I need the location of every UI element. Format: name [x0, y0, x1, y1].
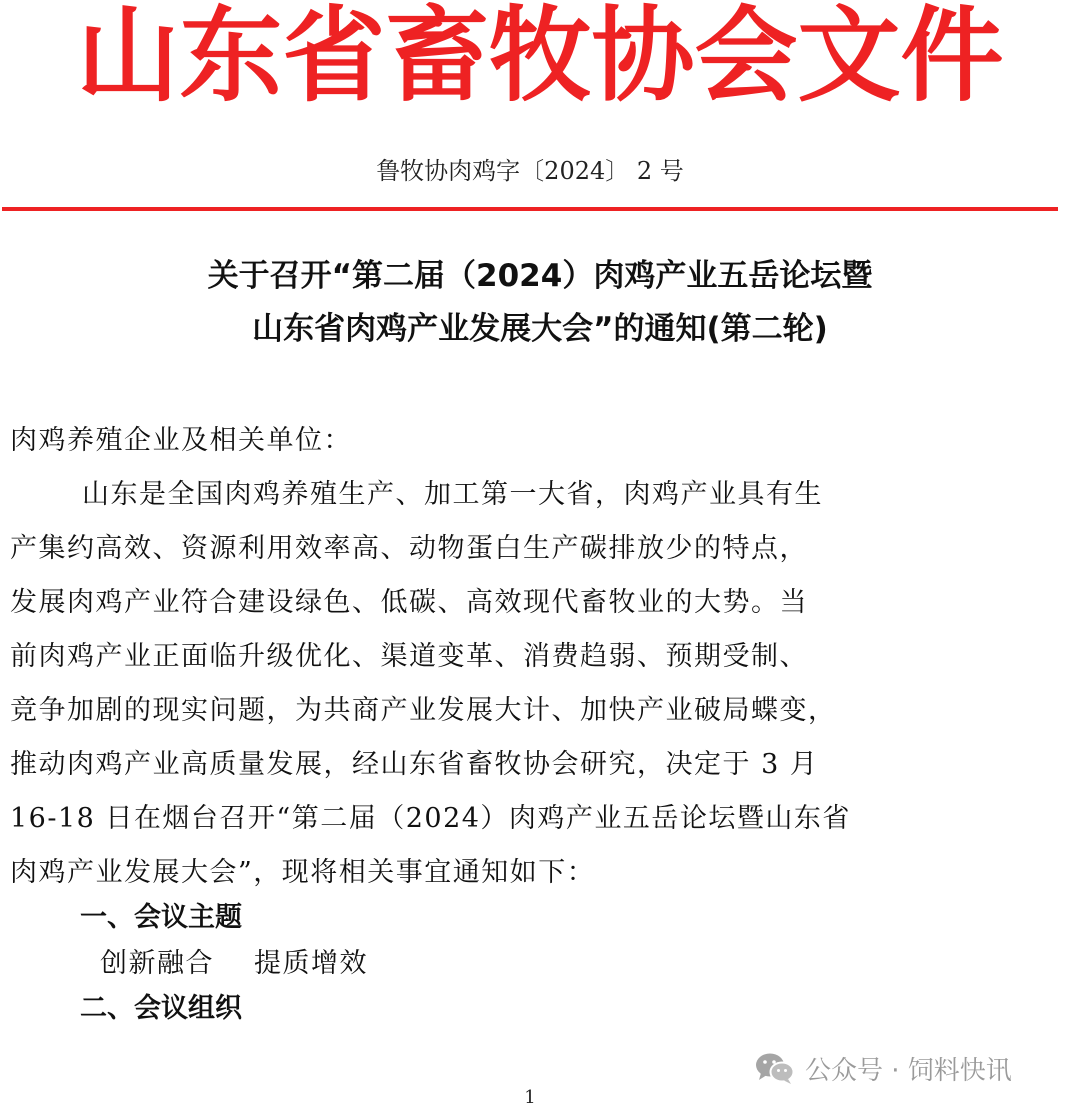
paragraph-line: 推动肉鸡产业高质量发展，经山东省畜牧协会研究，决定于 3 月 [10, 749, 819, 780]
issuer-masthead: 山东省畜牧协会文件 [76, 0, 1004, 116]
paragraph-line: 16-18 日在烟台召开“第二届（2024）肉鸡产业五岳论坛暨山东省 [10, 803, 851, 834]
intro-paragraph [10, 468, 1060, 900]
notice-title-line-1: 关于召开“第二届（2024）肉鸡产业五岳论坛暨 [207, 258, 873, 294]
red-divider [2, 207, 1058, 211]
paragraph-line: 产集约高效、资源利用效率高、动物蛋白生产碳排放少的特点， [10, 533, 808, 564]
wechat-icon [755, 1051, 795, 1085]
salutation: 肉鸡养殖企业及相关单位： [10, 425, 352, 456]
paragraph-line: 肉鸡产业发展大会”，现将相关事宜通知如下： [10, 857, 596, 888]
section-heading-organization: 二、会议组织 [80, 993, 242, 1024]
paragraph-line: 山东是全国肉鸡养殖生产、加工第一大省，肉鸡产业具有生 [82, 479, 823, 510]
theme-phrase: 创新融合 [100, 948, 214, 979]
paragraph-line: 竞争加剧的现实问题，为共商产业发展大计、加快产业破局蝶变， [10, 695, 837, 726]
document-number: 鲁牧协肉鸡字〔2024〕 2 号 [376, 157, 684, 185]
section-heading-theme: 一、会议主题 [80, 902, 242, 933]
paragraph-line: 发展肉鸡产业符合建设绿色、低碳、高效现代畜牧业的大势。当 [10, 587, 808, 618]
watermark [755, 1046, 1012, 1090]
theme-phrase: 提质增效 [254, 948, 368, 979]
page-number: 1 [524, 1087, 536, 1108]
meeting-theme [100, 941, 368, 987]
watermark-text: 公众号 · 饲料快讯 [805, 1055, 1012, 1086]
paragraph-line: 前肉鸡产业正面临升级优化、渠道变革、消费趋弱、预期受制、 [10, 641, 808, 672]
notice-title-line-2: 山东省肉鸡产业发展大会”的通知(第二轮) [252, 311, 828, 347]
